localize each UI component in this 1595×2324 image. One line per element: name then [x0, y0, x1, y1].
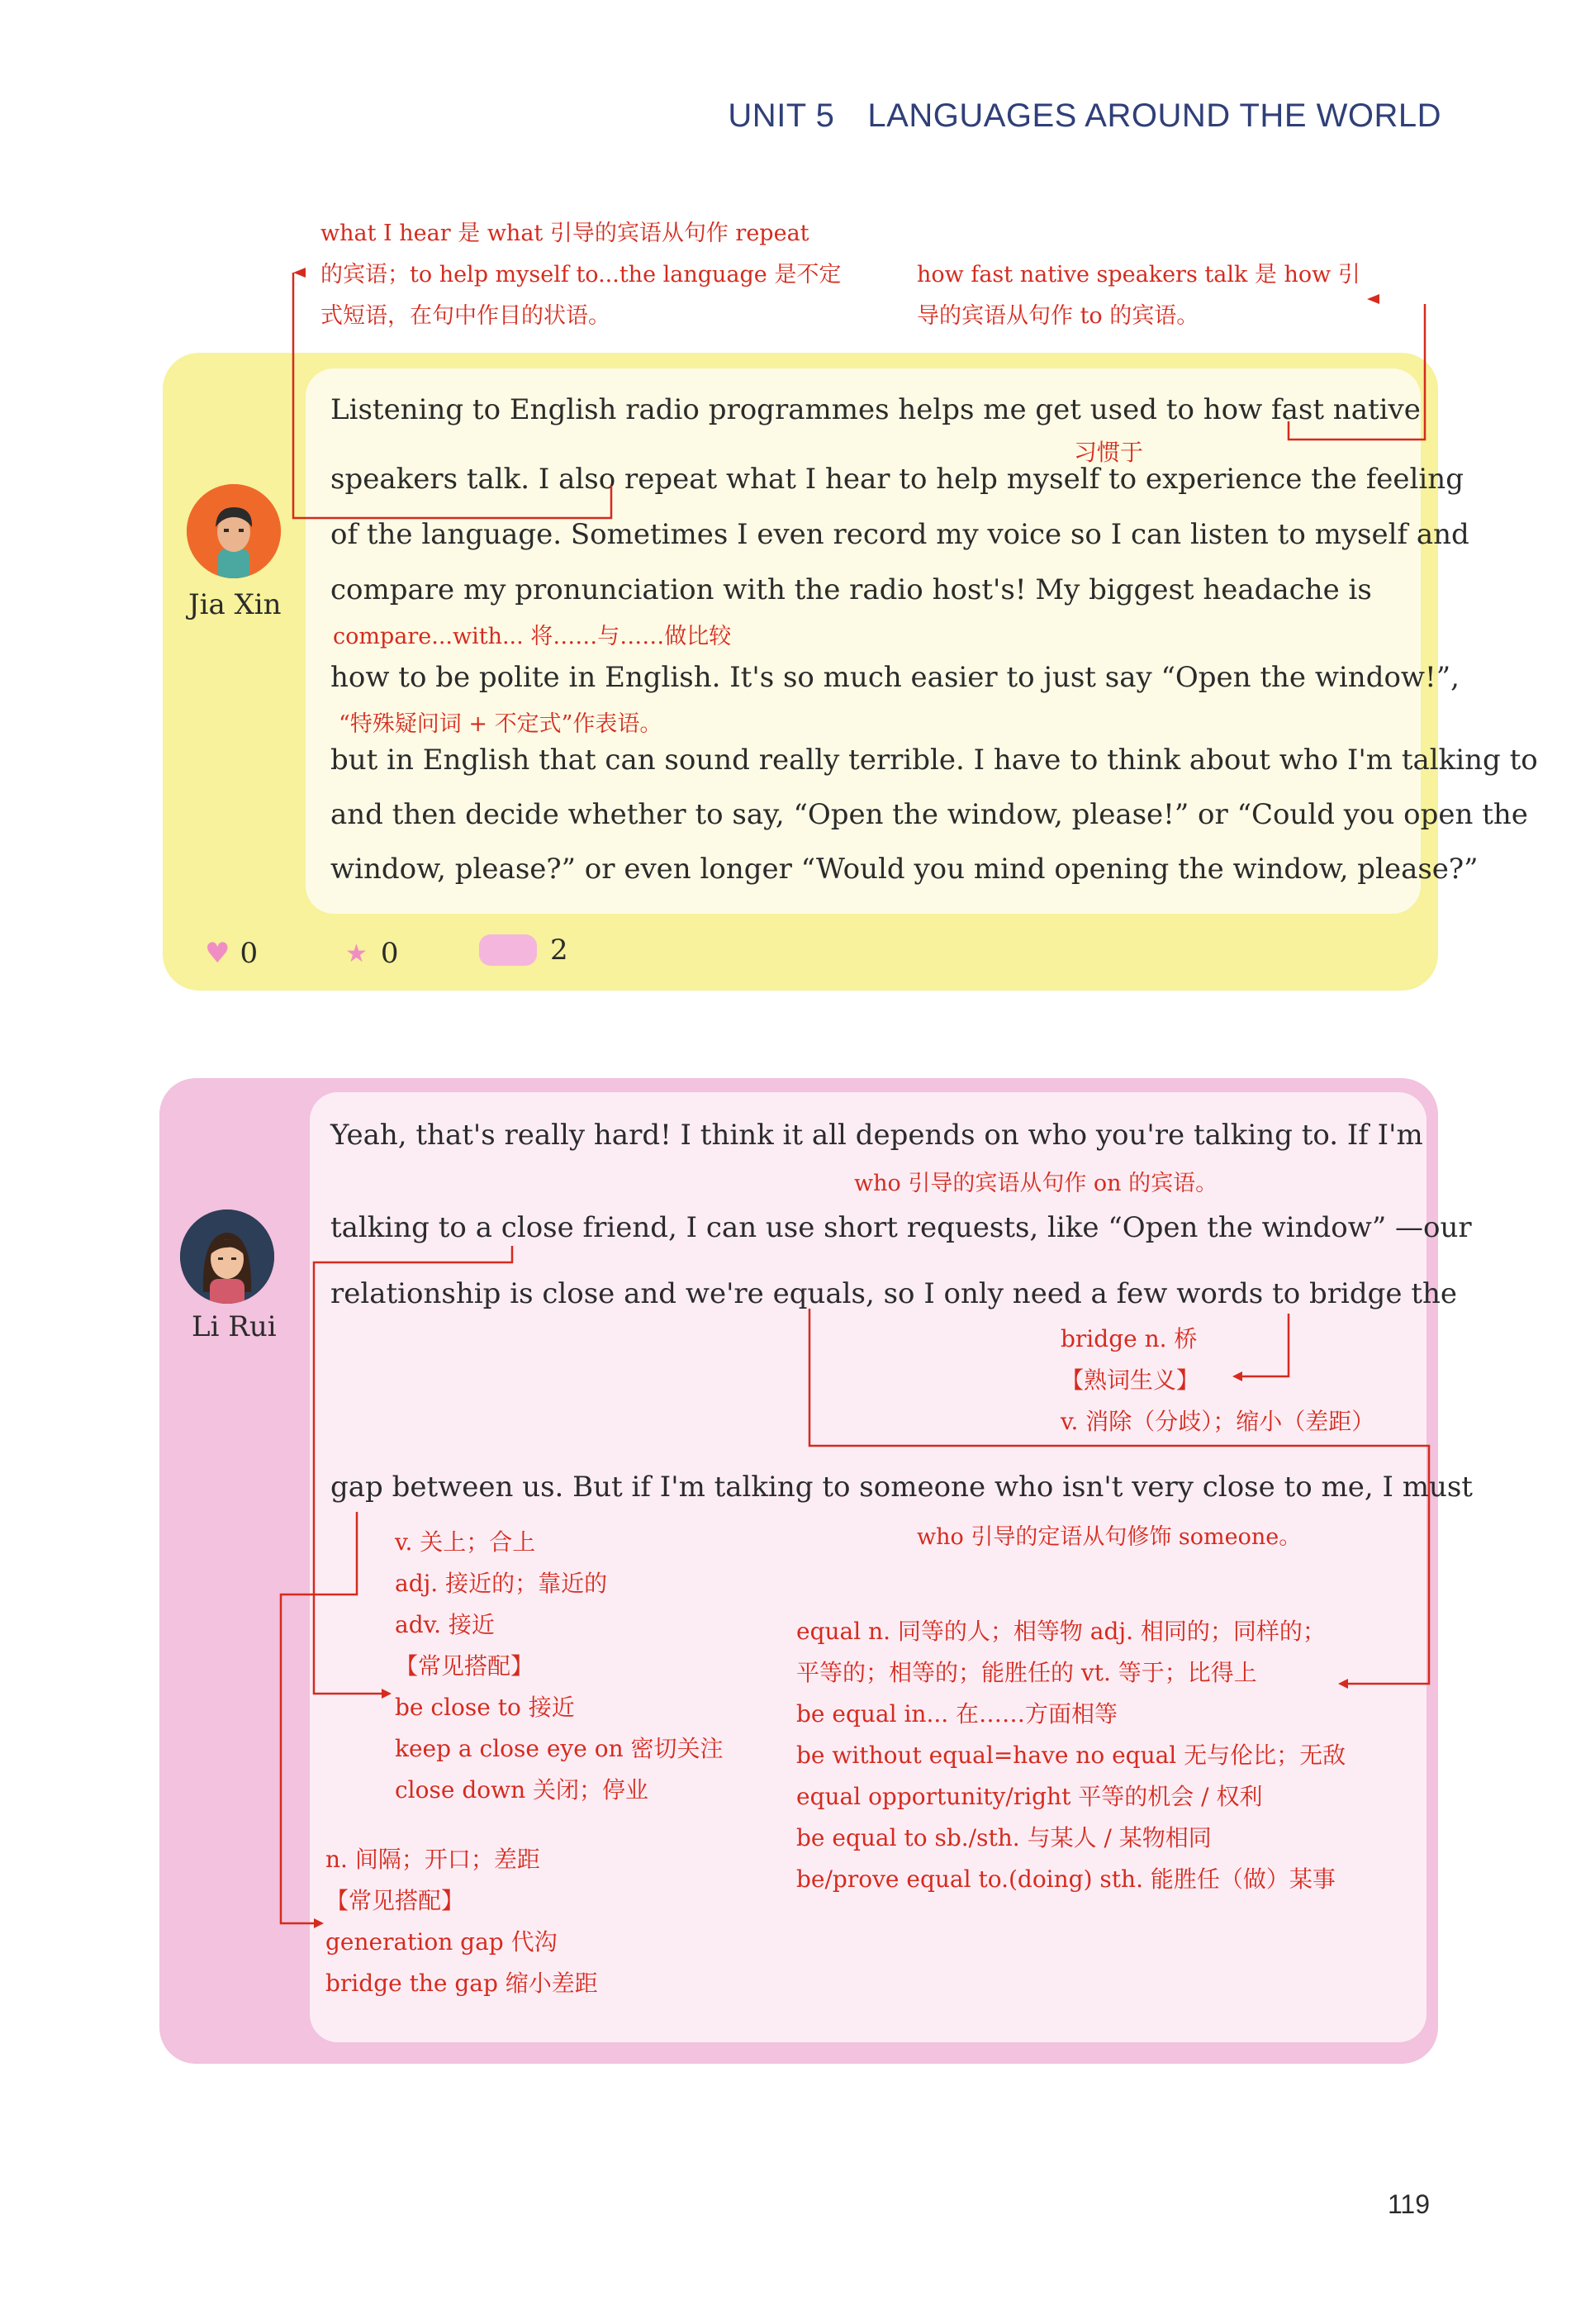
note-line: be equal in... 在……方面相等: [796, 1700, 1118, 1728]
note-line: 【常见搭配】: [395, 1652, 534, 1680]
note-line: be close to 接近: [395, 1694, 575, 1721]
note-line: keep a close eye on 密切关注: [395, 1735, 724, 1762]
note-line: be equal to sb./sth. 与某人 / 某物相同: [796, 1824, 1212, 1851]
note-line: generation gap 代沟: [325, 1928, 558, 1956]
note-line: 的宾语；to help myself to...the language 是不定: [320, 262, 842, 288]
unit-label: UNIT 5: [728, 97, 835, 134]
note-line: bridge n. 桥: [1061, 1325, 1198, 1352]
note-line: 导的宾语从句作 to 的宾语。: [917, 303, 1199, 329]
note-line: n. 间隔；开口；差距: [325, 1846, 540, 1873]
post1-line-8: window, please?” or even longer “Would you mind opening the window, please?”: [330, 853, 1479, 886]
note-line: v. 消除（分歧）；缩小（差距）: [1061, 1408, 1375, 1435]
page-number: 119: [1388, 2189, 1431, 2219]
post1-line-6: but in English that can sound really terrible. I have to think about who I'm talking to: [330, 744, 1538, 777]
comment-count: 2: [550, 934, 568, 967]
star-icon: ★: [345, 939, 368, 968]
post2-line-1: Yeah, that's really hard! I think it all depends on who you're talking to. If I'm: [330, 1119, 1423, 1152]
note-line: be/prove equal to.(doing) sth. 能胜任（做）某事: [796, 1865, 1336, 1893]
heart-icon: ♥: [205, 937, 230, 970]
note-how-to: “特殊疑问词 + 不定式”作表语。: [339, 711, 662, 737]
post1-line-4: compare my pronunciation with the radio host's! My biggest headache is: [330, 573, 1372, 606]
note-line: equal opportunity/right 平等的机会 / 权利: [796, 1783, 1263, 1810]
note-who-clause: who 引导的定语从句修饰 someone。: [917, 1524, 1302, 1550]
author-name: Li Rui: [192, 1310, 277, 1343]
post2-line-2: talking to a close friend, I can use short requests, like “Open the window” —our: [330, 1211, 1472, 1244]
star-count: 0: [380, 937, 399, 970]
note-line: bridge the gap 缩小差距: [325, 1970, 598, 1997]
post2-line-4: gap between us. But if I'm talking to someone who isn't very close to me, I must: [330, 1471, 1473, 1504]
note-line: v. 关上；合上: [395, 1528, 536, 1556]
note-line: equal n. 同等的人；相等物 adj. 相同的；同样的；: [796, 1618, 1326, 1645]
note-line: 【常见搭配】: [325, 1887, 465, 1914]
note-line: be without equal=have no equal 无与伦比；无敌: [796, 1742, 1346, 1769]
note-line: 式短语，在句中作目的状语。: [320, 303, 610, 329]
post1-line-5: how to be polite in English. It's so much easier to just say “Open the window!”,: [330, 661, 1460, 694]
like-count: 0: [240, 937, 259, 970]
post1-line-1: Listening to English radio programmes helps me get used to how fast native: [330, 393, 1421, 426]
note-line: adj. 接近的；靠近的: [395, 1570, 608, 1597]
note-get-used-to: 习惯于: [1074, 439, 1144, 466]
note-line: close down 关闭；停业: [395, 1776, 649, 1804]
note-line: what I hear 是 what 引导的宾语从句作 repeat: [320, 221, 809, 246]
author-name: Jia Xin: [188, 588, 282, 621]
note-line: 平等的；相等的；能胜任的 vt. 等于；比得上: [796, 1659, 1257, 1686]
note-depends-on: who 引导的宾语从句作 on 的宾语。: [854, 1171, 1218, 1196]
unit-title: LANGUAGES AROUND THE WORLD: [867, 97, 1441, 134]
post1-line-3: of the language. Sometimes I even record my voice so I can listen to myself and: [330, 518, 1469, 551]
post1-line-7: and then decide whether to say, “Open the window, please!” or “Could you open the: [330, 798, 1528, 831]
note-line: how fast native speakers talk 是 how 引: [917, 262, 1360, 288]
post1-line-2: speakers talk. I also repeat what I hear to help myself to experience the feeling: [330, 463, 1464, 496]
note-line: 【熟词生义】: [1061, 1366, 1200, 1394]
note-compare-with: compare...with... 将……与……做比较: [333, 624, 732, 649]
note-line: adv. 接近: [395, 1611, 495, 1638]
post2-line-3: relationship is close and we're equals, so I only need a few words to bridge the: [330, 1277, 1458, 1310]
